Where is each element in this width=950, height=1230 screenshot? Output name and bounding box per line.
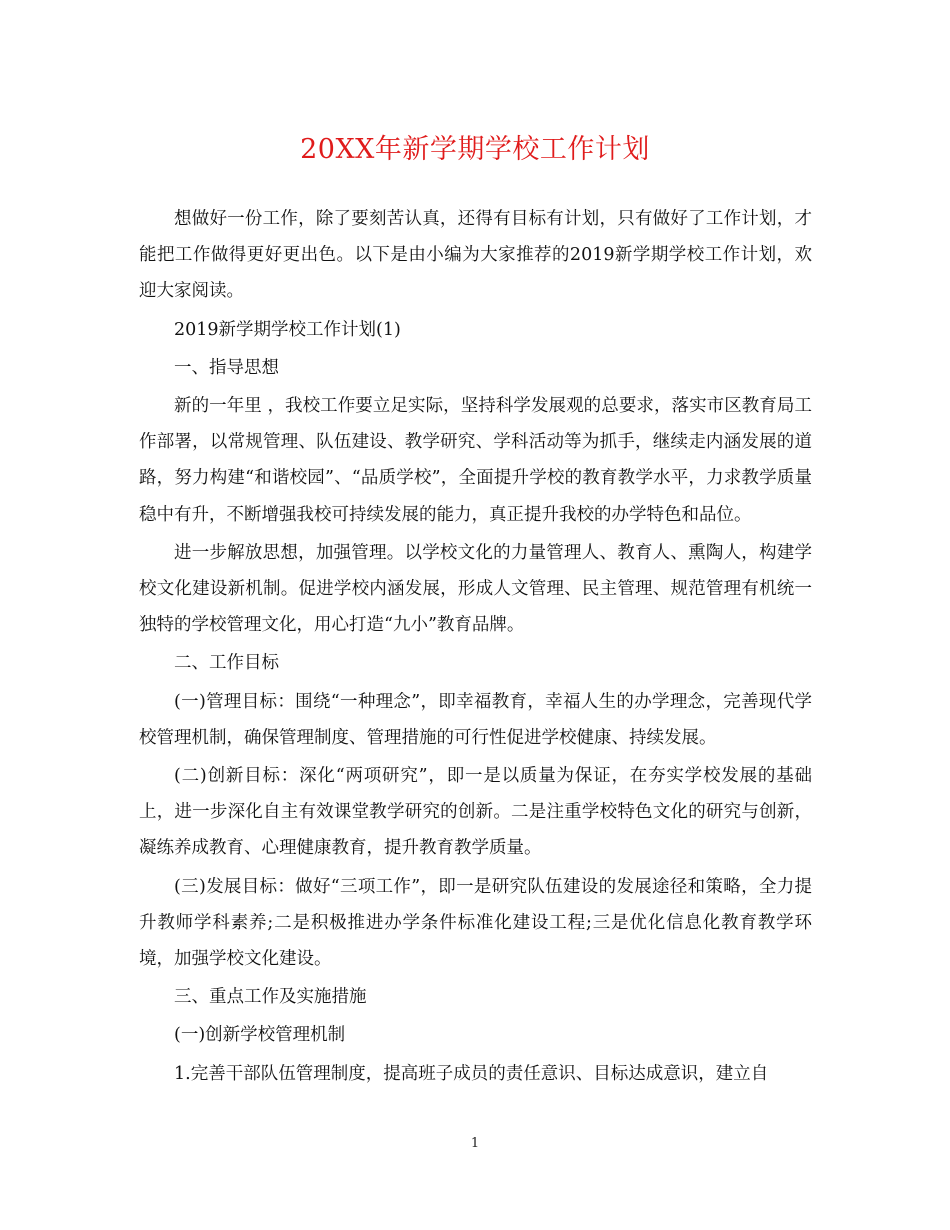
section-heading-goals: 二、工作目标: [174, 653, 279, 674]
section-heading-key-work: 三、重点工作及实施措施: [174, 987, 367, 1008]
page-number: 1: [470, 1136, 480, 1151]
paragraph-guiding: 新的一年里 ，我校工作要立足实际，坚持科学发展观的总要求，落实市区教育局工作部署，以常规管理、队伍建设、教学研究、学科活动等为抓手，继续走内涵发展的道路，努力构建“和谐校园”、“品质学校”，全面提升学校的教育教学水平，力求教学质量稳中有升，不断增强我校可持续发展的能力，真正提升我校的办学特色和品位。: [139, 396, 812, 525]
paragraph-item-1: 1.完善干部队伍管理制度，提高班子成员的责任意识、目标达成意识，建立自: [174, 1063, 769, 1084]
document-title: 20XX年新学期学校工作计划: [300, 134, 650, 165]
subsection-heading-mechanism: (一)创新学校管理机制: [174, 1025, 346, 1046]
paragraph-management: 进一步解放思想，加强管理。以学校文化的力量管理人、教育人、熏陶人，构建学校文化建设新机制。促进学校内涵发展，形成人文管理、民主管理、规范管理有机统一独特的学校管理文化，用心打造“九小”教育品牌。: [139, 542, 812, 636]
paragraph-goal-innovation: (二)创新目标：深化“两项研究”，即一是以质量为保证，在夯实学校发展的基础上，进一步深化自主有效课堂教学研究的创新。二是注重学校特色文化的研究与创新，凝练养成教育、心理健康教育，提升教育教学质量。: [139, 766, 812, 859]
paragraph-intro: 想做好一份工作，除了要刻苦认真，还得有目标有计划，只有做好了工作计划，才能把工作做得更好更出色。以下是由小编为大家推荐的2019新学期学校工作计划，欢迎大家阅读。: [139, 209, 812, 302]
paragraph-goal-development: (三)发展目标：做好“三项工作”，即一是研究队伍建设的发展途径和策略，全力提升教师学科素养;二是积极推进办学条件标准化建设工程;三是优化信息化教育教学环境，加强学校文化建设。: [139, 876, 812, 970]
paragraph-goal-management: (一)管理目标：围绕“一种理念”，即幸福教育，幸福人生的办学理念，完善现代学校管理机制，确保管理制度、管理措施的可行性促进学校健康、持续发展。: [139, 691, 812, 748]
document-body: [139, 201, 812, 1094]
section-heading-guiding: 一、指导思想: [174, 357, 279, 378]
section-heading-plan: 2019新学期学校工作计划(1): [174, 319, 401, 340]
